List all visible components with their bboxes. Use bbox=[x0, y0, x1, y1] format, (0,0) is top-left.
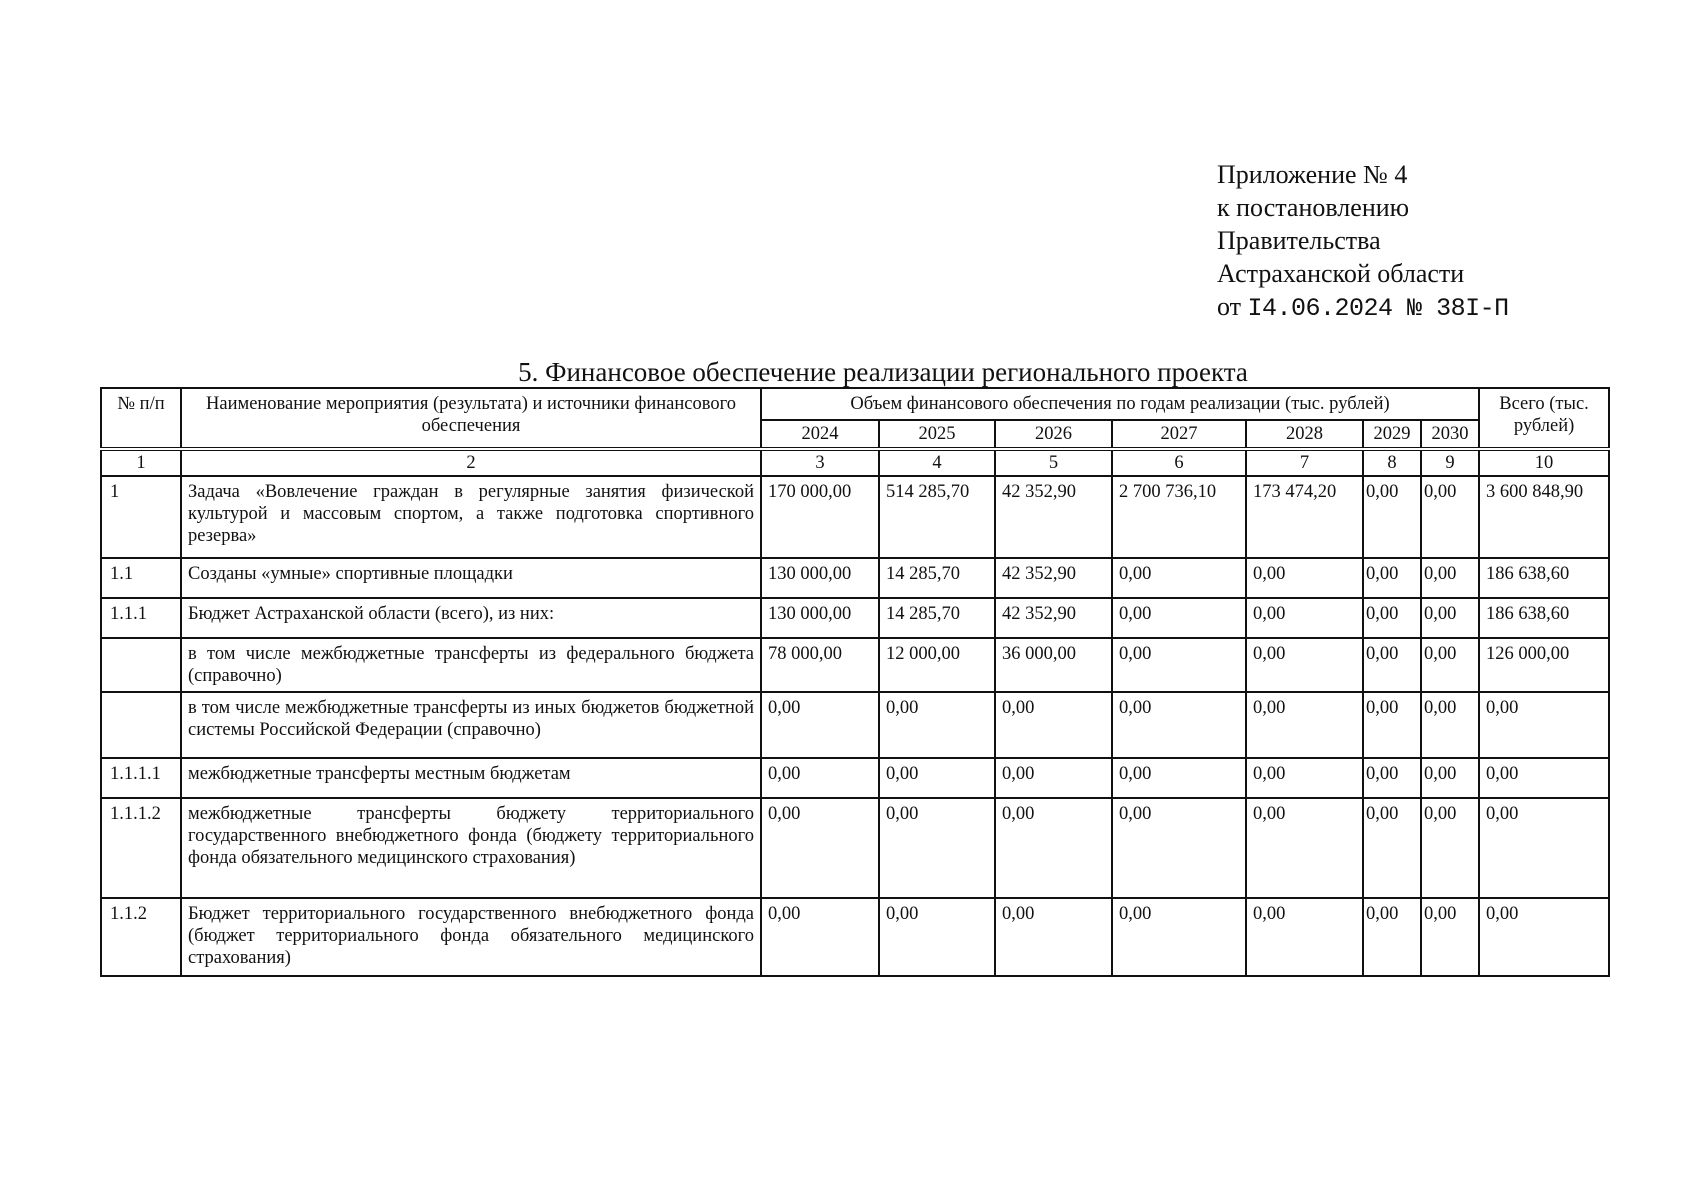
year-value-2028: 173 474,20 bbox=[1246, 476, 1363, 558]
table-row bbox=[101, 798, 1609, 898]
year-value-2024: 170 000,00 bbox=[761, 476, 879, 558]
year-value-2030: 0,00 bbox=[1421, 476, 1479, 558]
table-row bbox=[101, 638, 1609, 692]
row-number: 1.1.1 bbox=[101, 598, 181, 638]
row-name: межбюджетные трансферты местным бюджетам bbox=[181, 758, 761, 798]
year-value-2029: 0,00 bbox=[1363, 638, 1421, 692]
year-value-2025: 14 285,70 bbox=[879, 558, 995, 598]
year-value-2030: 0,00 bbox=[1421, 692, 1479, 758]
row-number bbox=[101, 692, 181, 758]
year-value-2029: 0,00 bbox=[1363, 758, 1421, 798]
year-value-2028: 0,00 bbox=[1246, 798, 1363, 898]
year-value-2026: 0,00 bbox=[995, 692, 1112, 758]
table-row bbox=[101, 898, 1609, 976]
year-value-2027: 0,00 bbox=[1112, 692, 1246, 758]
appendix-date-prefix: от bbox=[1217, 292, 1242, 321]
year-value-2030: 0,00 bbox=[1421, 898, 1479, 976]
column-number: 3 bbox=[761, 449, 879, 476]
header-col-total: Всего (тыс. рублей) bbox=[1479, 388, 1609, 449]
appendix-date-number: I4.06.2024 № 38I-П bbox=[1247, 294, 1509, 323]
year-value-2029: 0,00 bbox=[1363, 476, 1421, 558]
row-total: 0,00 bbox=[1479, 798, 1609, 898]
year-value-2026: 0,00 bbox=[995, 798, 1112, 898]
year-value-2030: 0,00 bbox=[1421, 798, 1479, 898]
row-total: 3 600 848,90 bbox=[1479, 476, 1609, 558]
year-value-2029: 0,00 bbox=[1363, 558, 1421, 598]
year-value-2027: 0,00 bbox=[1112, 898, 1246, 976]
table-row bbox=[101, 598, 1609, 638]
table-row bbox=[101, 476, 1609, 558]
year-value-2025: 12 000,00 bbox=[879, 638, 995, 692]
row-number: 1.1.2 bbox=[101, 898, 181, 976]
year-value-2028: 0,00 bbox=[1246, 558, 1363, 598]
row-total: 186 638,60 bbox=[1479, 558, 1609, 598]
year-value-2026: 0,00 bbox=[995, 758, 1112, 798]
row-number: 1.1 bbox=[101, 558, 181, 598]
year-value-2025: 0,00 bbox=[879, 798, 995, 898]
year-value-2027: 0,00 bbox=[1112, 558, 1246, 598]
header-year: 2030 bbox=[1421, 420, 1479, 449]
row-total: 0,00 bbox=[1479, 758, 1609, 798]
appendix-line-4: Астраханской области bbox=[1217, 259, 1465, 288]
year-value-2027: 0,00 bbox=[1112, 638, 1246, 692]
year-value-2029: 0,00 bbox=[1363, 898, 1421, 976]
year-value-2030: 0,00 bbox=[1421, 758, 1479, 798]
year-value-2029: 0,00 bbox=[1363, 798, 1421, 898]
year-value-2024: 130 000,00 bbox=[761, 598, 879, 638]
column-number: 4 bbox=[879, 449, 995, 476]
year-value-2025: 0,00 bbox=[879, 898, 995, 976]
row-name: Задача «Вовлечение граждан в регулярные занятия физической культурой и массовым спортом, а также подготовка спортивного резерва» bbox=[181, 476, 761, 558]
year-value-2024: 0,00 bbox=[761, 692, 879, 758]
column-number: 2 bbox=[181, 449, 761, 476]
column-number: 5 bbox=[995, 449, 1112, 476]
header-year: 2024 bbox=[761, 420, 879, 449]
row-number bbox=[101, 638, 181, 692]
table-row bbox=[101, 758, 1609, 798]
appendix-line-1: Приложение № 4 bbox=[1217, 160, 1408, 189]
row-name: межбюджетные трансферты бюджету территориального государственного внебюджетного фонда (бюджету территориального фонда обязательного медицинского страхования) bbox=[181, 798, 761, 898]
column-number: 9 bbox=[1421, 449, 1479, 476]
year-value-2028: 0,00 bbox=[1246, 758, 1363, 798]
year-value-2025: 0,00 bbox=[879, 692, 995, 758]
year-value-2027: 0,00 bbox=[1112, 758, 1246, 798]
year-value-2024: 0,00 bbox=[761, 898, 879, 976]
header-year: 2029 bbox=[1363, 420, 1421, 449]
year-value-2027: 2 700 736,10 bbox=[1112, 476, 1246, 558]
row-number: 1.1.1.2 bbox=[101, 798, 181, 898]
appendix-line-5 bbox=[1217, 290, 1509, 325]
year-value-2028: 0,00 bbox=[1246, 898, 1363, 976]
year-value-2026: 0,00 bbox=[995, 898, 1112, 976]
year-value-2029: 0,00 bbox=[1363, 692, 1421, 758]
row-name: Бюджет Астраханской области (всего), из них: bbox=[181, 598, 761, 638]
section-title: 5. Финансовое обеспечение реализации регионального проекта bbox=[518, 357, 1248, 387]
column-number: 7 bbox=[1246, 449, 1363, 476]
header-col-years-group: Объем финансового обеспечения по годам реализации (тыс. рублей) bbox=[761, 388, 1479, 420]
appendix-line-2: к постановлению bbox=[1217, 193, 1410, 222]
year-value-2024: 78 000,00 bbox=[761, 638, 879, 692]
appendix-block bbox=[1217, 158, 1509, 325]
year-value-2025: 0,00 bbox=[879, 758, 995, 798]
appendix-line-3: Правительства bbox=[1217, 226, 1381, 255]
year-value-2026: 42 352,90 bbox=[995, 598, 1112, 638]
header-year: 2028 bbox=[1246, 420, 1363, 449]
year-value-2030: 0,00 bbox=[1421, 558, 1479, 598]
year-value-2030: 0,00 bbox=[1421, 638, 1479, 692]
row-total: 186 638,60 bbox=[1479, 598, 1609, 638]
year-value-2025: 14 285,70 bbox=[879, 598, 995, 638]
year-value-2027: 0,00 bbox=[1112, 598, 1246, 638]
column-number: 6 bbox=[1112, 449, 1246, 476]
year-value-2028: 0,00 bbox=[1246, 598, 1363, 638]
row-total: 126 000,00 bbox=[1479, 638, 1609, 692]
year-value-2027: 0,00 bbox=[1112, 798, 1246, 898]
row-total: 0,00 bbox=[1479, 692, 1609, 758]
row-name: в том числе межбюджетные трансферты из иных бюджетов бюджетной системы Российской Федерации (справочно) bbox=[181, 692, 761, 758]
row-name: Бюджет территориального государственного внебюджетного фонда (бюджет территориального фонда обязательного медицинского страхования) bbox=[181, 898, 761, 976]
year-value-2024: 130 000,00 bbox=[761, 558, 879, 598]
table-row bbox=[101, 692, 1609, 758]
column-number: 1 bbox=[101, 449, 181, 476]
year-value-2028: 0,00 bbox=[1246, 692, 1363, 758]
table-body bbox=[101, 449, 1609, 976]
year-value-2028: 0,00 bbox=[1246, 638, 1363, 692]
header-year: 2025 bbox=[879, 420, 995, 449]
header-col-name: Наименование мероприятия (результата) и источники финансового обеспечения bbox=[181, 388, 761, 449]
column-numbers-row bbox=[101, 449, 1609, 476]
year-value-2024: 0,00 bbox=[761, 758, 879, 798]
row-name: в том числе межбюджетные трансферты из федерального бюджета (справочно) bbox=[181, 638, 761, 692]
year-value-2026: 36 000,00 bbox=[995, 638, 1112, 692]
row-name: Созданы «умные» спортивные площадки bbox=[181, 558, 761, 598]
header-year: 2027 bbox=[1112, 420, 1246, 449]
row-number: 1.1.1.1 bbox=[101, 758, 181, 798]
year-value-2029: 0,00 bbox=[1363, 598, 1421, 638]
table-header bbox=[101, 388, 1609, 449]
column-number: 8 bbox=[1363, 449, 1421, 476]
header-col-no: № п/п bbox=[101, 388, 181, 449]
year-value-2024: 0,00 bbox=[761, 798, 879, 898]
row-total: 0,00 bbox=[1479, 898, 1609, 976]
table-row bbox=[101, 558, 1609, 598]
year-value-2026: 42 352,90 bbox=[995, 558, 1112, 598]
year-value-2026: 42 352,90 bbox=[995, 476, 1112, 558]
year-value-2030: 0,00 bbox=[1421, 598, 1479, 638]
column-number: 10 bbox=[1479, 449, 1609, 476]
row-number: 1 bbox=[101, 476, 181, 558]
header-year: 2026 bbox=[995, 420, 1112, 449]
financing-table bbox=[100, 387, 1610, 977]
year-value-2025: 514 285,70 bbox=[879, 476, 995, 558]
